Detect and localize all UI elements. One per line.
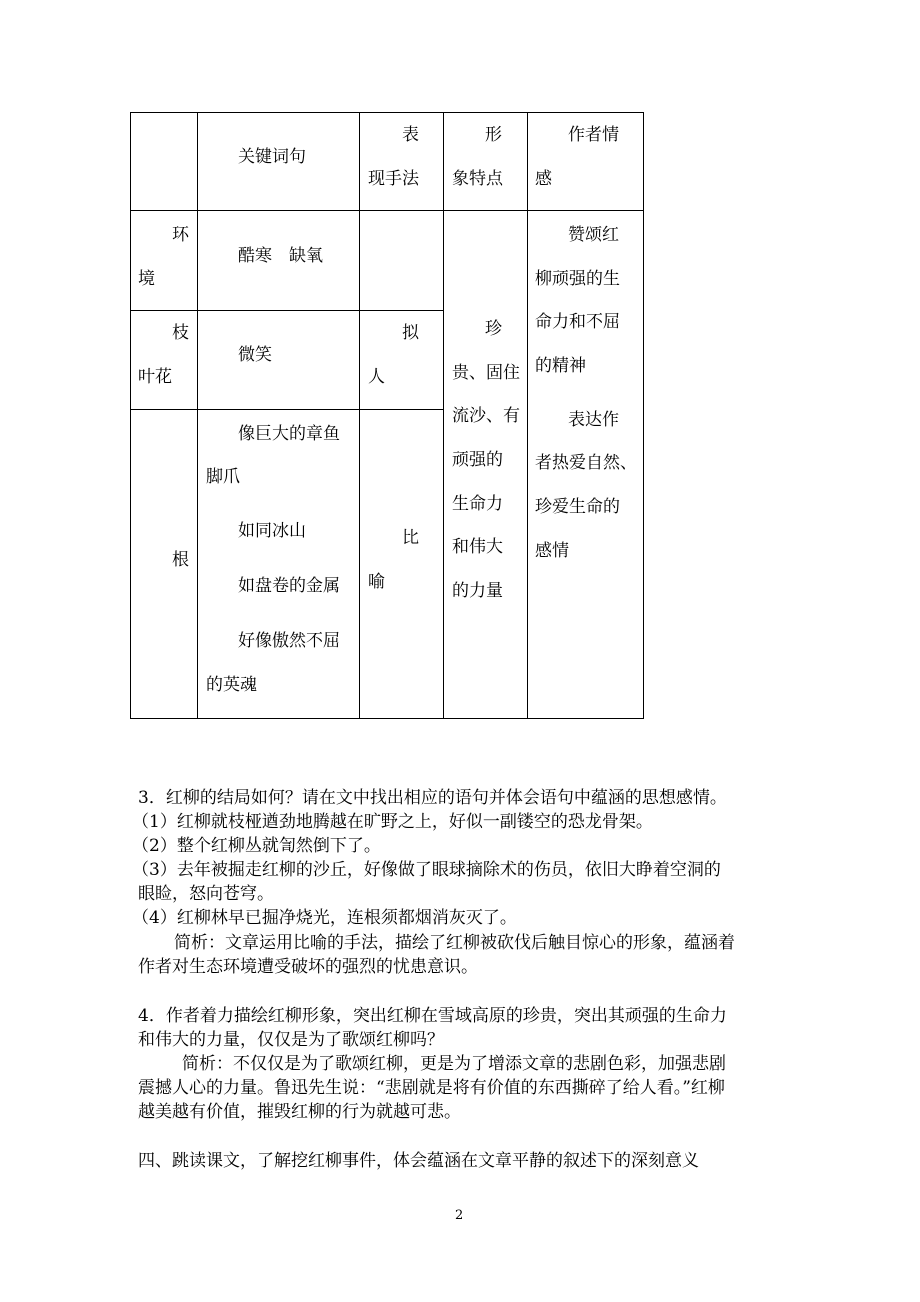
merged-image-trait-5: 生命力 xyxy=(452,494,503,514)
row-root-phrase-5: 好像傲然不屈 xyxy=(238,631,340,651)
table-col-divider-3 xyxy=(443,112,444,719)
table-row-divider-1 xyxy=(130,310,443,311)
q3-item-2: （2）整个红柳丛就訇然倒下了。 xyxy=(132,836,381,856)
merged-image-trait-6: 和伟大 xyxy=(452,537,503,557)
merged-emotion-5: 表达作 xyxy=(568,410,619,430)
analysis-table xyxy=(130,112,644,719)
row-environment-label-2: 境 xyxy=(138,269,155,289)
table-row-divider-header xyxy=(130,210,644,211)
table-col-divider-1 xyxy=(197,112,198,719)
merged-image-trait-4: 顽强的 xyxy=(452,450,503,470)
q3-question: 3．红柳的结局如何？请在文中找出相应的语句并体会语句中蕴涵的思想感情。 xyxy=(138,788,727,808)
row-root-phrase-1: 像巨大的章鱼 xyxy=(238,424,340,444)
page-number: 2 xyxy=(455,1208,464,1223)
header-key-phrase: 关键词句 xyxy=(238,147,306,167)
header-technique-1: 表 xyxy=(402,125,419,145)
table-col-divider-4 xyxy=(527,112,528,719)
merged-emotion-2: 柳顽强的生 xyxy=(535,269,620,289)
q4-question-1: 4．作者着力描绘红柳形象，突出红柳在雪域高原的珍贵，突出其顽强的生命力 xyxy=(138,1006,727,1026)
header-technique-2: 现手法 xyxy=(368,169,419,189)
row-root-phrase-3: 如同冰山 xyxy=(238,521,306,541)
q4-analysis-3: 越美越有价值，摧毁红柳的行为就越可悲。 xyxy=(138,1102,461,1122)
row-branches-phrase: 微笑 xyxy=(238,345,272,365)
q3-item-4: （4）红柳林早已掘净烧光，连根须都烟消灰灭了。 xyxy=(132,908,517,928)
row-environment-phrase: 酷寒 缺氧 xyxy=(238,246,323,266)
q3-item-3: （3）去年被掘走红柳的沙丘，好像做了眼球摘除术的伤员，依旧大睁着空洞的 xyxy=(132,860,721,880)
header-image-trait-1: 形 xyxy=(485,125,502,145)
row-branches-technique-1: 拟 xyxy=(402,323,419,343)
header-emotion-1: 作者情 xyxy=(568,125,619,145)
merged-emotion-4: 的精神 xyxy=(535,356,586,376)
row-branches-label-2: 叶花 xyxy=(138,367,172,387)
row-environment-label-1: 环 xyxy=(172,225,189,245)
merged-emotion-7: 珍爱生命的 xyxy=(535,497,620,517)
row-root-technique-1: 比 xyxy=(402,528,419,548)
merged-image-trait-2: 贵、固住 xyxy=(452,363,520,383)
row-root-technique-2: 喻 xyxy=(368,572,385,592)
row-root-phrase-6: 的英魂 xyxy=(206,675,257,695)
merged-emotion-6: 者热爱自然、 xyxy=(535,453,637,473)
q3-analysis-2: 作者对生态环境遭受破坏的强烈的忧患意识。 xyxy=(138,957,478,977)
table-border xyxy=(130,112,644,719)
q4-question-2: 和伟大的力量，仅仅是为了歌颂红柳吗？ xyxy=(138,1030,444,1050)
q3-item-3-cont: 眼睑，怒向苍穹。 xyxy=(138,884,274,904)
merged-emotion-8: 感情 xyxy=(535,541,569,561)
q3-analysis-1: 简析：文章运用比喻的手法，描绘了红柳被砍伐后触目惊心的形象，蕴涵着 xyxy=(174,933,735,953)
row-root-phrase-4: 如盘卷的金属 xyxy=(238,576,340,596)
merged-emotion-3: 命力和不屈 xyxy=(535,312,620,332)
row-root-phrase-2: 脚爪 xyxy=(206,467,240,487)
merged-image-trait-3: 流沙、有 xyxy=(452,406,520,426)
q3-item-1: （1）红柳就枝桠遒劲地腾越在旷野之上，好似一副镂空的恐龙骨架。 xyxy=(132,812,653,832)
row-branches-technique-2: 人 xyxy=(368,367,385,387)
header-image-trait-2: 象特点 xyxy=(452,169,503,189)
merged-image-trait-1: 珍 xyxy=(485,319,502,339)
q4-analysis-2: 震撼人心的力量。鲁迅先生说：“悲剧就是将有价值的东西撕碎了给人看。”红柳 xyxy=(138,1078,725,1098)
header-emotion-2: 感 xyxy=(535,169,552,189)
table-col-divider-2 xyxy=(359,112,360,719)
q4-analysis-1: 简析：不仅仅是为了歌颂红柳，更是为了增添文章的悲剧色彩，加强悲剧 xyxy=(182,1054,726,1074)
section-4-heading: 四、跳读课文，了解挖红柳事件，体会蕴涵在文章平静的叙述下的深刻意义 xyxy=(138,1151,699,1171)
row-root-label: 根 xyxy=(172,550,189,570)
table-row-divider-2 xyxy=(130,409,443,410)
merged-image-trait-7: 的力量 xyxy=(452,581,503,601)
row-branches-label-1: 枝 xyxy=(172,323,189,343)
merged-emotion-1: 赞颂红 xyxy=(568,225,619,245)
